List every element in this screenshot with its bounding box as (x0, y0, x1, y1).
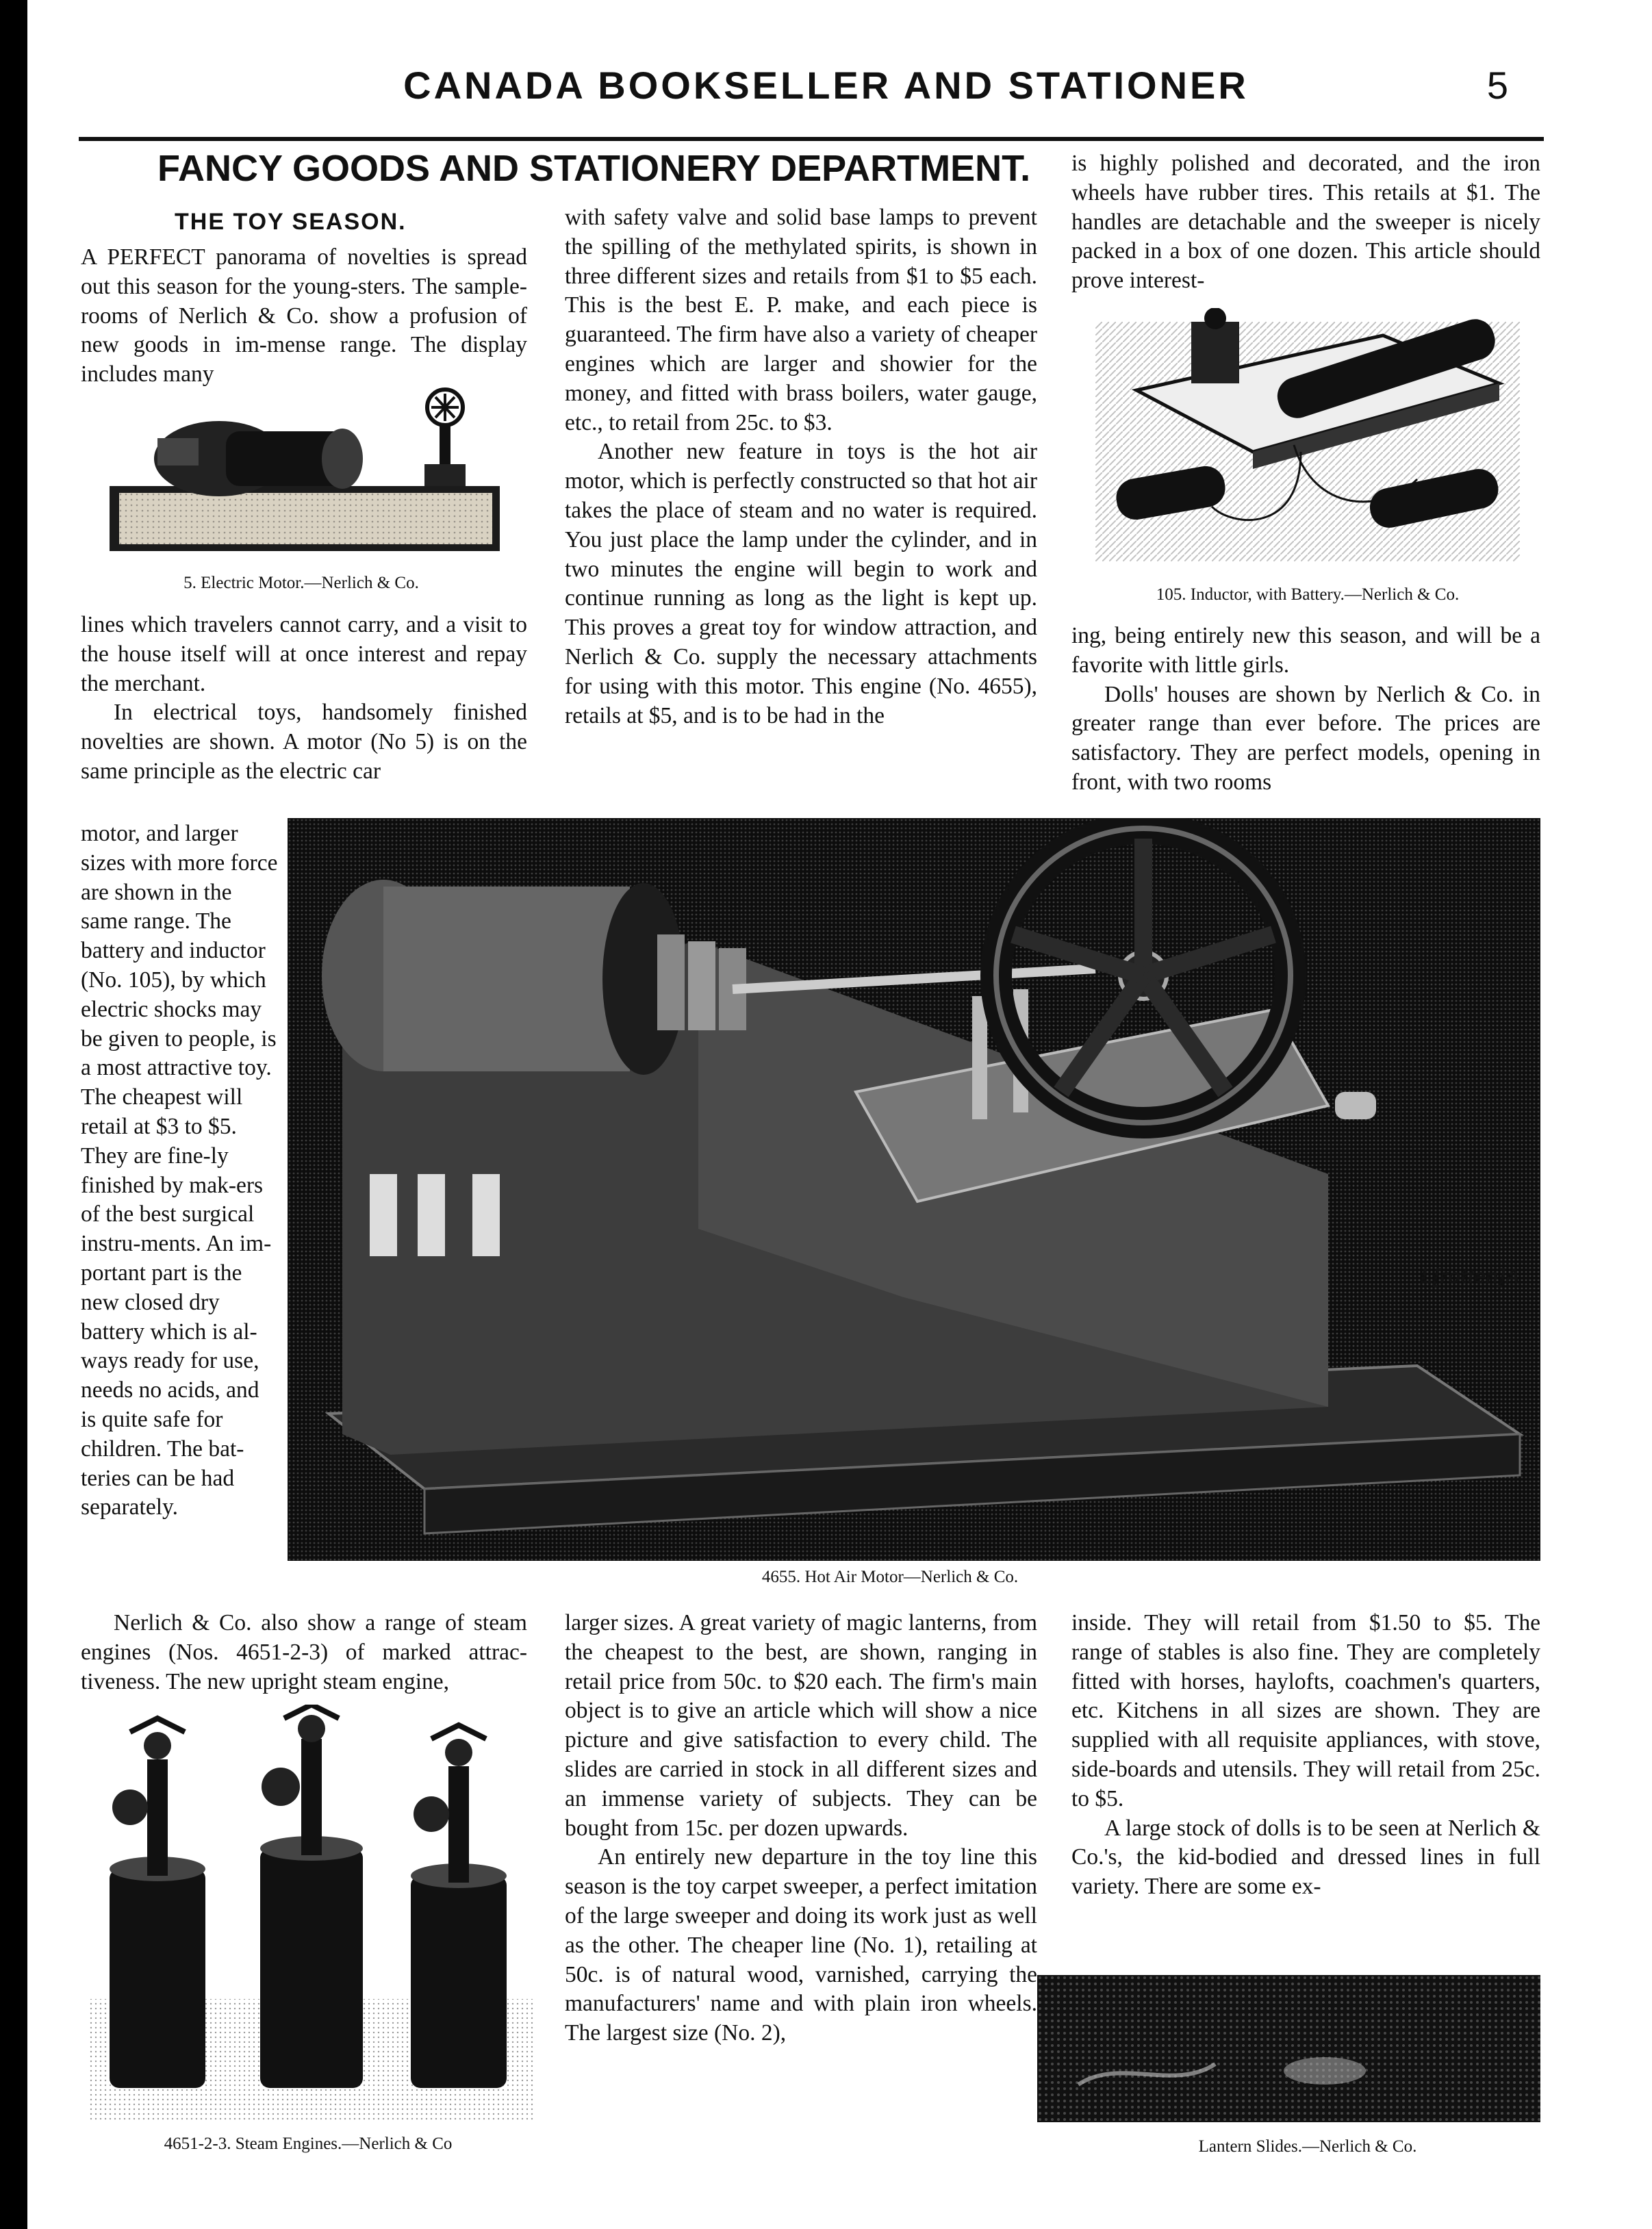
paragraph: Another new feature in toys is the hot air motor, which is perfectly constructed so that hot air takes the place of steam and no water is required. You just place the lamp under the cylinder, and in two minutes the engine will begin to work and continue running as long as the light is kept up. This proves a great toy for window attraction, and Nerlich & Co. supply the necessary attachments for using with this motor. This engine (No. 4655), retails at $5, and is to be had in the (565, 439, 1037, 728)
paragraph: with safety valve and solid base lamps to prevent the spilling of the methylated spirits, is shown in three different sizes and retails from $1 to $5 each. This is the best E. P. make, and each piece is guaranteed. The firm have also a variety of cheaper engines which are larger and showier for the money, and fitted with brass boilers, water gauge, etc., to retail from 25c. to $3. (565, 205, 1037, 435)
paragraph: motor, and larger sizes with more force are shown in the same range. The battery and inductor (No. 105), by which electric shocks may be given to people, is a most attractive toy. The cheapest will retail at $3 to $5. They are fine-ly finished by mak-ers of the best surgical instru-ments. An im-portant part is the new closed dry battery which is al-ways ready for use, needs no acids, and is quite safe for children. The bat-teries can be had separately. (81, 821, 278, 1520)
col3-bottom (1071, 1609, 1540, 1902)
section-title: FANCY GOODS AND STATIONERY DEPARTMENT. (157, 148, 1031, 189)
paragraph: A large stock of dolls is to be seen at Nerlich & Co.'s, the kid-bodied and dressed lines in full variety. There are some ex- (1071, 1815, 1540, 1900)
paragraph: lines which travelers cannot carry, and a visit to the house itself will at once interest and repay the merchant. (81, 612, 527, 696)
engraver-mark: L[rotten]A (1421, 1265, 1520, 1288)
paragraph: larger sizes. A great variety of magic lanterns, from the cheapest to the best, are shown, ranging in retail price from 50c. to $20 each. The firm's main object is to give an article which will show a nice picture and give satisfaction to every child. The slides are carried in stock in all different sizes and an immense variety of subjects. They can be bought from 15c. per dozen upwards. (565, 1610, 1037, 1841)
paragraph: An entirely new departure in the toy line this season is the toy carpet sweeper, a perfect imitation of the large sweeper and doing its work just as well as the other. The cheaper line (No. 1), retailing at 50c. is of natural wood, varnished, carrying the manufacturers' name and with plain iron wheels. The largest size (No. 2), (565, 1844, 1037, 2046)
col2-bottom (565, 1609, 1037, 2048)
steam-engines-illustration (89, 1705, 534, 2122)
header-rule (79, 137, 1544, 141)
figure-caption: 5. Electric Motor.—Nerlich & Co. (183, 574, 419, 592)
page-number: 5 (1486, 64, 1508, 107)
paragraph: inside. They will retail from $1.50 to $5. The range of stables is also fine. They are completely fitted with horses, haylofts, coachmen's quarters, etc. Kitchens in all sizes are shown. They are supplied with all requisite appliances, with stove, side-boards and utensils. They will retail from 25c. to $5. (1071, 1610, 1540, 1811)
paragraph: A PERFECT panorama of novelties is spread out this season for the young-sters. The sample-rooms of Nerlich & Co. show a profusion of new goods in im-mense range. The display includes many (81, 244, 527, 387)
lantern-slides-illustration (1037, 1975, 1540, 2122)
figure-caption: 105. Inductor, with Battery.—Nerlich & Co. (1156, 585, 1460, 604)
paragraph: ing, being entirely new this season, and will be a favorite with little girls. (1071, 623, 1540, 678)
col1-bottom (81, 1609, 527, 1696)
col3-top (1071, 149, 1540, 296)
hot-air-motor-illustration (288, 818, 1540, 1561)
col1-mid (81, 611, 527, 787)
figure-caption: 4651-2-3. Steam Engines.—Nerlich & Co (164, 2135, 453, 2153)
paragraph: Dolls' houses are shown by Nerlich & Co. in greater range than ever before. The prices are satisfactory. They are perfect models, opening in front, with two rooms (1071, 681, 1540, 795)
col1-top (81, 243, 527, 390)
electric-motor-illustration (103, 383, 507, 561)
figure-caption: Lantern Slides.—Nerlich & Co. (1198, 2137, 1417, 2156)
paragraph: Nerlich & Co. also show a range of steam engines (Nos. 4651-2-3) of marked attrac-tiveness. The new upright steam engine, (81, 1610, 527, 1694)
col3-mid (1071, 622, 1540, 798)
scan-edge-bar (0, 0, 27, 2229)
running-head: CANADA BOOKSELLER AND STATIONER (403, 64, 1249, 107)
figure-caption: 4655. Hot Air Motor—Nerlich & Co. (761, 1568, 1019, 1586)
article-subtitle: THE TOY SEASON. (175, 209, 407, 235)
inductor-illustration (1095, 308, 1520, 568)
col1-narrow (81, 819, 279, 1523)
paragraph: is highly polished and decorated, and the iron wheels have rubber tires. This retails at $1. The handles are detachable and the sweeper is nicely packed in a box of one dozen. This article should prove interest- (1071, 151, 1540, 294)
col2-top (565, 203, 1037, 730)
paragraph: In electrical toys, handsomely finished novelties are shown. A motor (No 5) is on the same principle as the electric car (81, 700, 527, 784)
